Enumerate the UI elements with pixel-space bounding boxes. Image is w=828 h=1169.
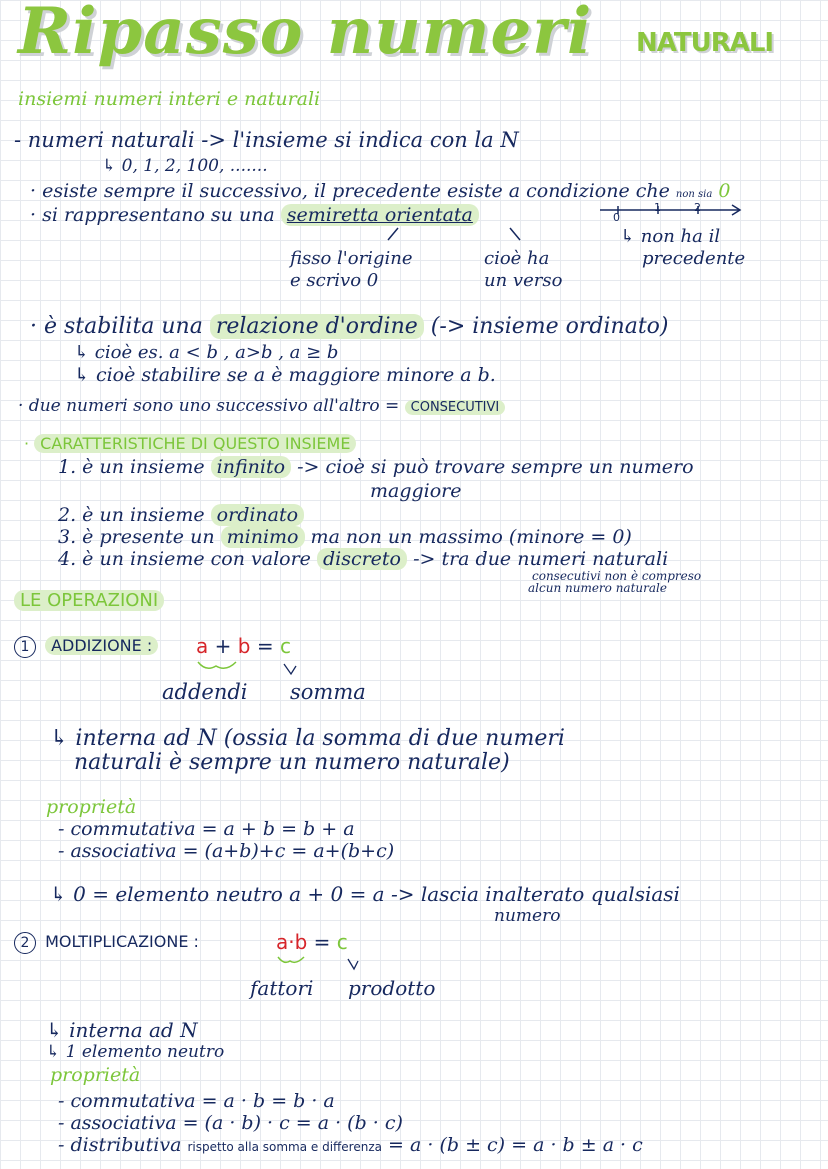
naturali-definition: - numeri naturali -> l'insieme si indica con la N <box>14 128 519 152</box>
addizione-b: b <box>237 634 251 658</box>
carat-4-note: -> tra due numeri naturali <box>413 548 669 570</box>
successivo-text: · esiste sempre il successivo, il precedente esiste a condizione che <box>30 180 670 202</box>
moltiplicazione-ab: a·b <box>276 930 308 954</box>
note-verso <box>484 248 562 292</box>
moltiplicazione-brace <box>276 955 366 975</box>
moltiplicazione-proprieta: proprietà <box>50 1064 141 1086</box>
moltiplicazione-distributiva <box>58 1134 643 1156</box>
carat-item-4 <box>58 548 668 570</box>
naturali-examples: ↳ 0, 1, 2, 100, ....... <box>102 156 268 176</box>
addizione-interna-1: ↳ interna ad N (ossia la somma di due numeri <box>50 726 565 751</box>
semiretta-line <box>30 204 479 226</box>
carat-1-highlight: infinito <box>211 456 291 478</box>
consecutivi-highlight: CONSECUTIVI <box>405 400 506 415</box>
moltiplicazione-c: c <box>336 930 348 954</box>
moltiplicazione-interna: ↳ interna ad N <box>46 1018 198 1042</box>
carat-1-text: 1. è un insieme <box>58 456 205 478</box>
caratteristiche-heading: · CARATTERISTICHE DI QUESTO INSIEME <box>24 434 356 453</box>
moltiplicazione-eq: = <box>313 930 331 954</box>
moltiplicazione-commutativa: - commutativa = a · b = b · a <box>58 1090 335 1112</box>
addendi-label: addendi <box>162 680 248 704</box>
ordine-line <box>30 314 669 339</box>
carat-4-detail-1: consecutivi non è compreso <box>532 569 702 583</box>
distributiva-note: rispetto alla somma e differenza <box>187 1140 382 1154</box>
operazioni-heading <box>14 590 164 611</box>
carat-3-highlight: minimo <box>221 526 305 548</box>
note-origine-2: e scrivo 0 <box>290 270 379 291</box>
note-origine-1: fisso l'origine <box>290 248 413 269</box>
fattori-label: fattori <box>250 976 314 1000</box>
moltiplicazione-title: MOLTIPLICAZIONE : <box>45 932 199 951</box>
carat-item-2 <box>58 504 304 526</box>
moltiplicazione-formula <box>276 930 348 954</box>
carat-4-detail-2: alcun numero naturale <box>528 581 667 595</box>
ordine-examples: ↳ cioè es. a < b , a>b , a ≥ b <box>74 342 339 363</box>
addizione-proprieta: proprietà <box>46 796 137 818</box>
operazioni-heading-text: LE OPERAZIONI <box>14 590 164 611</box>
note-verso-1: cioè ha <box>484 248 550 269</box>
carat-item-3 <box>58 526 632 548</box>
moltiplicazione-heading <box>14 932 199 954</box>
carat-1-note: -> cioè si può trovare sempre un numero <box>297 456 694 478</box>
arrows-semiretta <box>380 226 540 246</box>
note-verso-2: un verso <box>484 270 563 291</box>
moltiplicazione-number: 2 <box>14 932 36 954</box>
tick-2: 2 <box>694 201 701 214</box>
addizione-associativa: - associativa = (a+b)+c = a+(b+c) <box>58 840 395 862</box>
zero-mark: 0 <box>718 180 731 202</box>
addizione-brace <box>196 660 306 680</box>
page-title-sub: NATURALI <box>636 28 774 58</box>
somma-label: somma <box>290 680 366 704</box>
addizione-c: c <box>279 634 291 658</box>
addizione-neutro-2: numero <box>494 906 561 926</box>
semiretta-text: · si rappresentano su una <box>30 204 275 226</box>
semiretta-highlight: semiretta orientata <box>281 204 479 226</box>
consecutivi-text: · due numeri sono uno successivo all'altro = <box>18 396 400 416</box>
moltiplicazione-associativa: - associativa = (a · b) · c = a · (b · c) <box>58 1112 403 1134</box>
distributiva-formula: = a · (b ± c) = a · b ± a · c <box>388 1134 643 1156</box>
addizione-neutro: ↳ 0 = elemento neutro a + 0 = a -> lascia inalterato qualsiasi <box>50 882 680 906</box>
note-precedente-2: precedente <box>642 248 746 269</box>
successivo-line <box>30 180 730 202</box>
addizione-commutativa: - commutativa = a + b = b + a <box>58 818 355 840</box>
carat-4-detail <box>528 570 701 594</box>
prodotto-label: prodotto <box>348 976 436 1000</box>
addizione-a: a <box>196 634 209 658</box>
moltiplicazione-neutro: ↳ 1 elemento neutro <box>46 1042 225 1062</box>
carat-3-text: 3. è presente un <box>58 526 215 548</box>
addizione-formula <box>196 634 291 658</box>
carat-2-text: 2. è un insieme <box>58 504 205 526</box>
addizione-interna-2: naturali è sempre un numero naturale) <box>74 750 510 775</box>
addizione-plus: + <box>214 634 232 658</box>
carat-item-1 <box>58 456 694 478</box>
caratteristiche-heading-text: CARATTERISTICHE DI QUESTO INSIEME <box>34 434 356 453</box>
subtitle: insiemi numeri interi e naturali <box>18 88 321 110</box>
carat-4-highlight: discreto <box>317 548 407 570</box>
tick-1: 1 <box>654 201 661 214</box>
tick-0: 0 <box>613 211 620 224</box>
distributiva-label: - distributiva <box>58 1134 182 1156</box>
ordine-highlight: relazione d'ordine <box>210 314 424 339</box>
page-title: Ripasso numeri <box>18 0 593 69</box>
addizione-heading <box>14 636 158 658</box>
carat-1-maggiore: maggiore <box>370 480 462 502</box>
consecutivi-line <box>18 396 505 416</box>
carat-4-text: 4. è un insieme con valore <box>58 548 311 570</box>
carat-3-note: ma non un massimo (minore = 0) <box>310 526 632 548</box>
note-origine <box>290 248 412 292</box>
ordine-meaning: ↳ cioè stabilire se a è maggiore minore a b. <box>74 364 496 386</box>
addizione-eq: = <box>256 634 274 658</box>
non-sia-note: non sia <box>675 189 713 200</box>
addizione-number: 1 <box>14 636 36 658</box>
addizione-title: ADDIZIONE : <box>45 636 158 655</box>
carat-2-highlight: ordinato <box>211 504 304 526</box>
note-precedente-1: ↳ non ha il <box>620 226 721 247</box>
ordine-text: · è stabilita una <box>30 314 203 339</box>
note-precedente <box>620 226 745 270</box>
ordine-note: (-> insieme ordinato) <box>430 314 669 339</box>
